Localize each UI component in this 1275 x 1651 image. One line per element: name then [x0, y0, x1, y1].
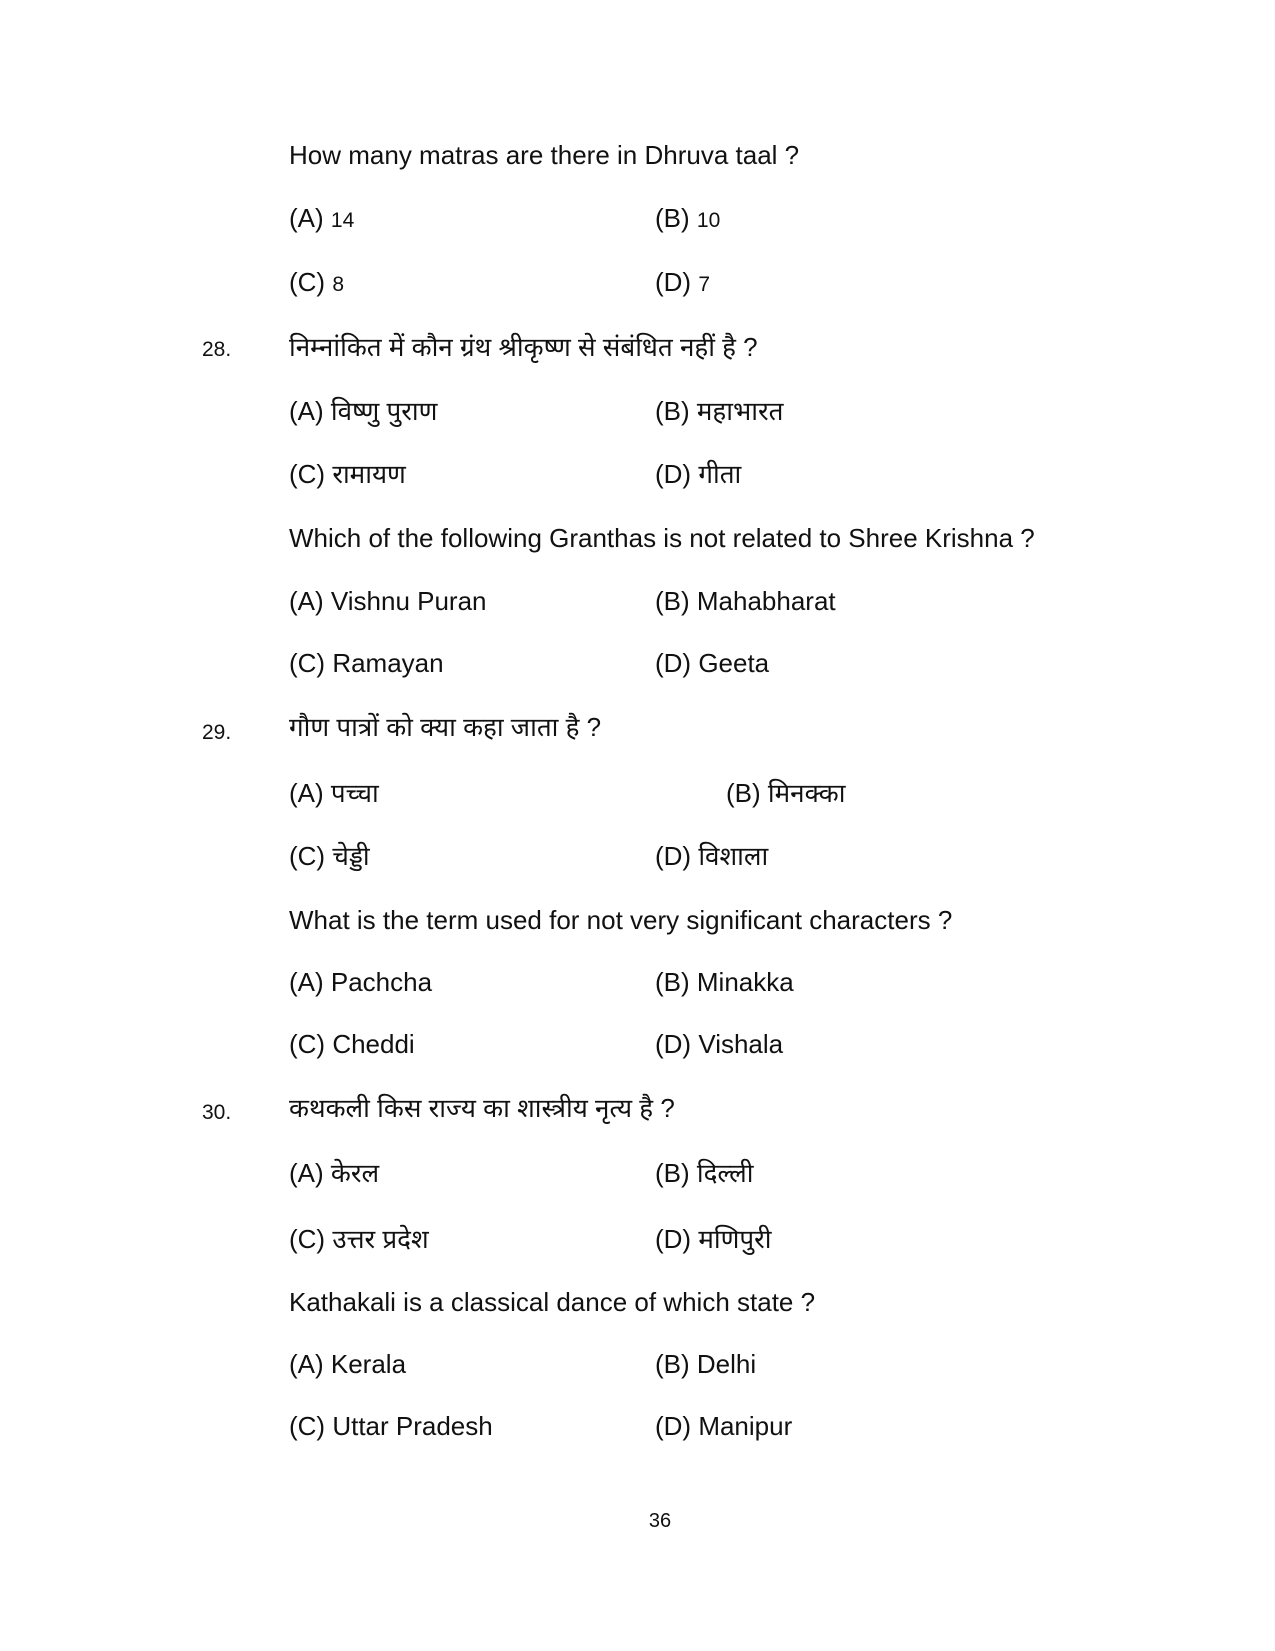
option-label: (C): [289, 267, 326, 297]
q29-hindi-question: गौण पात्रों को क्या कहा जाता है ?: [289, 712, 602, 742]
option-value: 14: [330, 209, 355, 232]
q30-english-option-c: (C) Uttar Pradesh: [289, 1411, 493, 1441]
option-value: 7: [698, 273, 711, 296]
q30-hindi-option-d: (D) मणिपुरी: [655, 1224, 772, 1254]
q28-english-question: Which of the following Granthas is not related to Shree Krishna ?: [289, 523, 1035, 553]
option-value: 8: [332, 273, 345, 296]
q29-hindi-option-d: (D) विशाला: [655, 841, 769, 871]
q27-option-c: [289, 266, 344, 301]
q30-hindi-option-c: (C) उत्तर प्रदेश: [289, 1224, 429, 1254]
option-label: (A): [289, 203, 324, 233]
q29-english-option-d: (D) Vishala: [655, 1029, 784, 1059]
q30-english-option-a: (A) Kerala: [289, 1349, 407, 1379]
option-label: (D): [655, 267, 692, 297]
page-number: 36: [648, 1510, 672, 1532]
q30-english-option-d: (D) Manipur: [655, 1411, 793, 1441]
q28-english-option-b: (B) Mahabharat: [655, 586, 836, 616]
q30-hindi-option-a: (A) केरल: [289, 1158, 380, 1188]
q27-english-question: How many matras are there in Dhruva taal ?: [289, 140, 800, 170]
q29-english-question: What is the term used for not very significant characters ?: [289, 905, 953, 935]
q29-hindi-option-b: (B) मिनक्का: [726, 778, 846, 808]
q29-english-option-c: (C) Cheddi: [289, 1029, 415, 1059]
q28-english-option-c: (C) Ramayan: [289, 648, 444, 678]
q28-english-option-a: (A) Vishnu Puran: [289, 586, 487, 616]
q29-hindi-option-c: (C) चेड्डी: [289, 841, 370, 871]
q29-english-option-b: (B) Minakka: [655, 967, 794, 997]
q30-hindi-option-b: (B) दिल्ली: [655, 1158, 754, 1188]
q28-hindi-option-a: (A) विष्णु पुराण: [289, 396, 438, 426]
q28-number: 28.: [202, 338, 232, 361]
q28-hindi-question: निम्नांकित में कौन ग्रंथ श्रीकृष्ण से संबंधित नहीं है ?: [289, 332, 758, 362]
option-value: 10: [696, 209, 721, 232]
q27-option-d: [655, 266, 710, 301]
q28-hindi-option-d: (D) गीता: [655, 459, 742, 489]
q28-hindi-option-b: (B) महाभारत: [655, 396, 784, 426]
option-label: (B): [655, 203, 690, 233]
q30-number: 30.: [202, 1101, 232, 1124]
q30-english-option-b: (B) Delhi: [655, 1349, 757, 1379]
q28-hindi-option-c: (C) रामायण: [289, 459, 406, 489]
q30-english-question: Kathakali is a classical dance of which state ?: [289, 1287, 816, 1317]
q29-hindi-option-a: (A) पच्चा: [289, 778, 379, 808]
q28-english-option-d: (D) Geeta: [655, 648, 770, 678]
q30-hindi-question: कथकली किस राज्य का शास्त्रीय नृत्य है ?: [289, 1093, 675, 1123]
q29-english-option-a: (A) Pachcha: [289, 967, 433, 997]
q27-option-a: [289, 202, 354, 237]
q27-option-b: [655, 202, 720, 237]
q29-number: 29.: [202, 721, 232, 744]
